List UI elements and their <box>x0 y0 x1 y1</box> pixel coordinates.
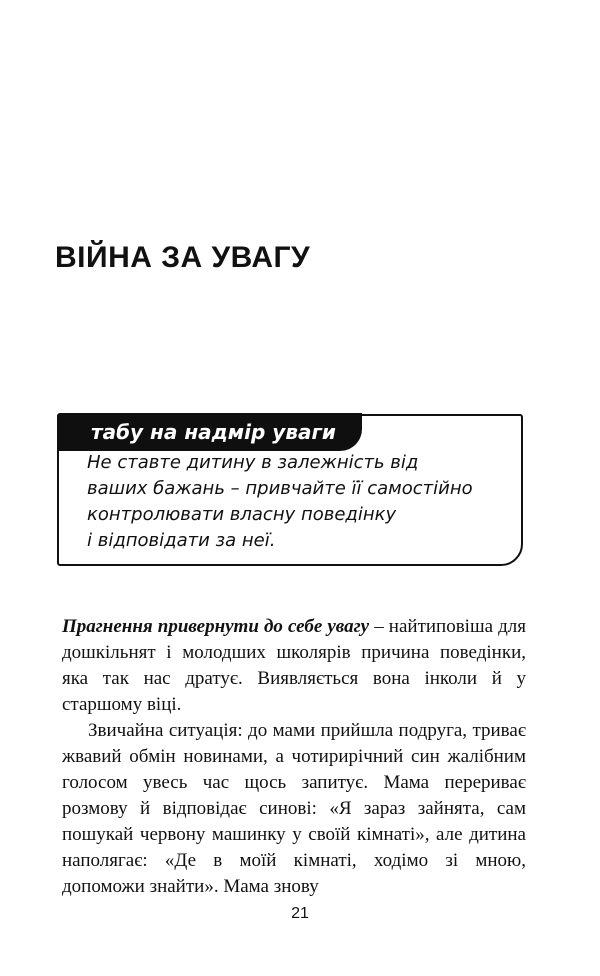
paragraph-1-text: – найтиповіша для дошкільнят і молодших школярів причина поведінки, яка так нас дратує. Виявляється вона інколи й у старшому віці. <box>62 616 527 715</box>
taboo-line: ваших бажань – привчайте її самостійно <box>87 478 473 499</box>
taboo-line: і відповідати за неї. <box>87 530 276 551</box>
chapter-title: ВІЙНА ЗА УВАГУ <box>55 241 311 274</box>
paragraph-1 <box>62 614 526 718</box>
taboo-callout-box <box>57 414 523 566</box>
page-number: 21 <box>291 905 309 922</box>
body-text <box>62 614 526 900</box>
paragraph-2: Звичайна ситуація: до мами прийшла подруга, триває жвавий обмін новинами, а чотирирічний син жалібним голосом увесь час щось запитує. Мама перериває розмову й відповідає синові: «Я зараз зайнята, сам пошукай червону машинку у своїй кімнаті», але дитина наполягає: «Де в моїй кімнаті, ходімо зі мною, допоможи знайти». Мама знову <box>62 720 526 897</box>
taboo-callout-header: табу на надмір уваги <box>57 413 362 451</box>
taboo-line: Не ставте дитину в залежність від <box>87 452 419 473</box>
taboo-line: контролювати власну поведінку <box>87 504 397 525</box>
taboo-callout-text <box>87 450 507 554</box>
emphasized-phrase: Прагнення привернути до себе увагу <box>62 616 370 637</box>
